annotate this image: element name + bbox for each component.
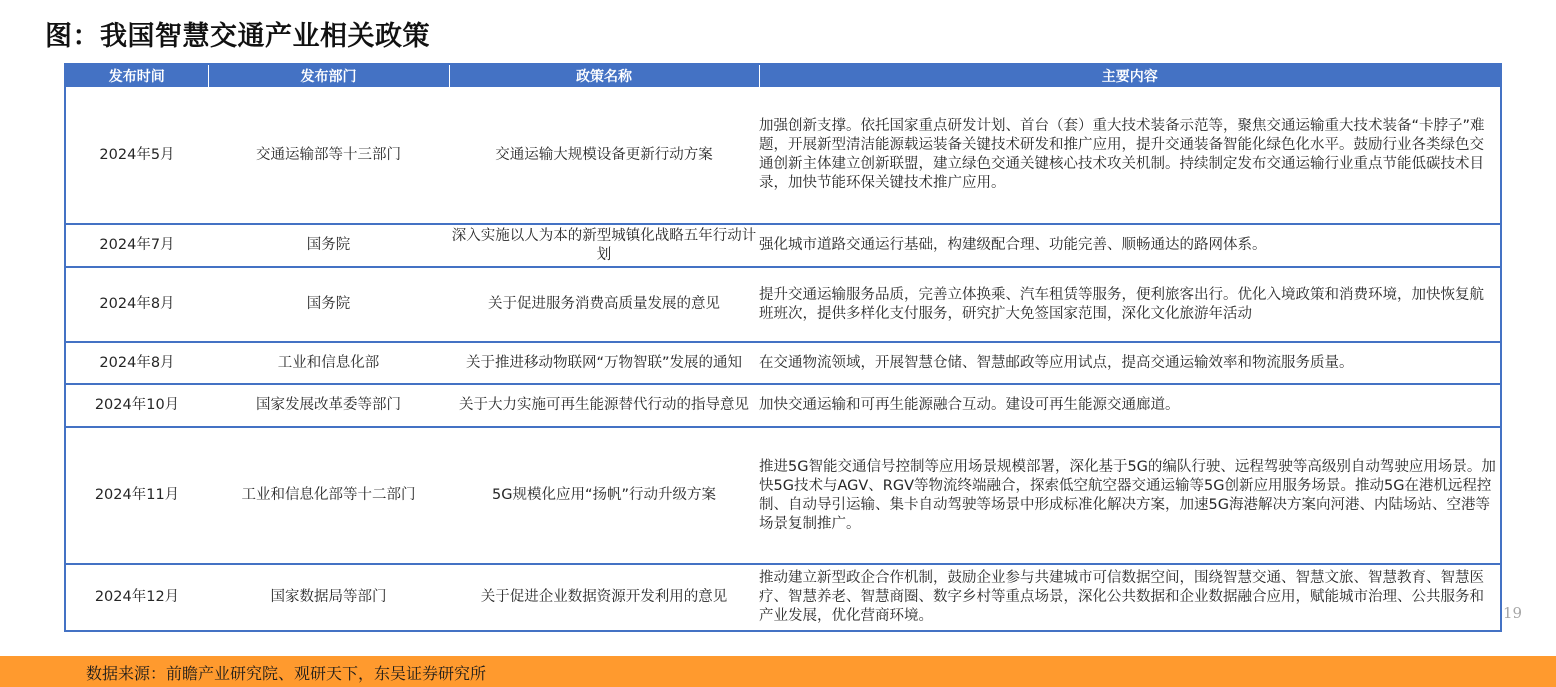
slide-number: 19 [1503, 604, 1523, 622]
cell-department: 国家发展改革委等部门 [208, 384, 449, 427]
table-row [65, 564, 1501, 631]
cell-department: 国务院 [208, 224, 449, 267]
cell-content: 加快交通运输和可再生能源融合互动。建设可再生能源交通廊道。 [759, 384, 1501, 427]
cell-content: 推进5G智能交通信号控制等应用场景规模部署，深化基于5G的编队行驶、远程驾驶等高级别自动驾驶应用场景。加快5G技术与AGV、RGV等物流终端融合，探索低空航空器交通运输等5G创新应用服务场景。推动5G在港机远程控制、自动导引运输、集卡自动驾驶等场景中形成标准化解决方案，加速5G海港解决方案向河港、内陆场站、空港等场景复制推广。 [759, 427, 1501, 564]
table-row [65, 87, 1501, 224]
cell-content: 在交通物流领域，开展智慧仓储、智慧邮政等应用试点，提高交通运输效率和物流服务质量。 [759, 342, 1501, 384]
cell-department: 工业和信息化部 [208, 342, 449, 384]
cell-department: 工业和信息化部等十二部门 [208, 427, 449, 564]
policy-table [64, 63, 1502, 632]
table-row [65, 267, 1501, 342]
header-date: 发布时间 [65, 64, 208, 87]
cell-content: 加强创新支撑。依托国家重点研发计划、首台（套）重大技术装备示范等，聚焦交通运输重大技术装备“卡脖子”难题，开展新型清洁能源载运装备关键技术研发和推广应用，提升交通装备智能化绿色化水平。鼓励行业各类绿色交通创新主体建立创新联盟，建立绿色交通关键核心技术攻关机制。持续制定发布交通运输行业重点节能低碳技术目录，加快节能环保关键技术推广应用。 [759, 87, 1501, 224]
cell-department: 交通运输部等十三部门 [208, 87, 449, 224]
table-row [65, 384, 1501, 427]
cell-date: 2024年5月 [65, 87, 208, 224]
table-row [65, 342, 1501, 384]
cell-date: 2024年7月 [65, 224, 208, 267]
cell-date: 2024年11月 [65, 427, 208, 564]
cell-date: 2024年10月 [65, 384, 208, 427]
header-content: 主要内容 [759, 64, 1501, 87]
cell-policy: 交通运输大规模设备更新行动方案 [449, 87, 759, 224]
cell-content: 强化城市道路交通运行基础，构建级配合理、功能完善、顺畅通达的路网体系。 [759, 224, 1501, 267]
data-source-text: 数据来源：前瞻产业研究院、观研天下，东吴证券研究所 [86, 664, 487, 683]
cell-policy: 5G规模化应用“扬帆”行动升级方案 [449, 427, 759, 564]
table-header-row [65, 64, 1501, 87]
cell-policy: 关于促进企业数据资源开发利用的意见 [480, 589, 728, 605]
cell-department: 国务院 [208, 267, 449, 342]
cell-date: 2024年8月 [65, 342, 208, 384]
cell-department: 国家数据局等部门 [270, 589, 387, 605]
page-title: 图：我国智慧交通产业相关政策 [45, 21, 430, 52]
cell-date: 2024年12月 [94, 589, 180, 605]
cell-policy: 关于大力实施可再生能源替代行动的指导意见 [449, 384, 759, 427]
cell-policy: 关于推进移动物联网“万物智联”发展的通知 [449, 342, 759, 384]
cell-content: 推动建立新型政企合作机制，鼓励企业参与共建城市可信数据空间，围绕智慧交通、智慧文旅、智慧教育、智慧医疗、智慧养老、智慧商圈、数字乡村等重点场景，深化公共数据和企业数据融合应用，赋能城市治理、公共服务和产业发展，优化营商环境。 [759, 570, 1484, 624]
footer-bar [0, 656, 1556, 687]
cell-date: 2024年8月 [65, 267, 208, 342]
cell-policy: 关于促进服务消费高质量发展的意见 [449, 267, 759, 342]
table-row [65, 427, 1501, 564]
header-department: 发布部门 [208, 64, 449, 87]
table-row [65, 224, 1501, 267]
header-policy: 政策名称 [449, 64, 759, 87]
cell-policy: 深入实施以人为本的新型城镇化战略五年行动计划 [449, 224, 759, 267]
cell-content: 提升交通运输服务品质，完善立体换乘、汽车租赁等服务，便利旅客出行。优化入境政策和消费环境，加快恢复航班班次，提供多样化支付服务，研究扩大免签国家范围，深化文化旅游年活动 [759, 267, 1501, 342]
